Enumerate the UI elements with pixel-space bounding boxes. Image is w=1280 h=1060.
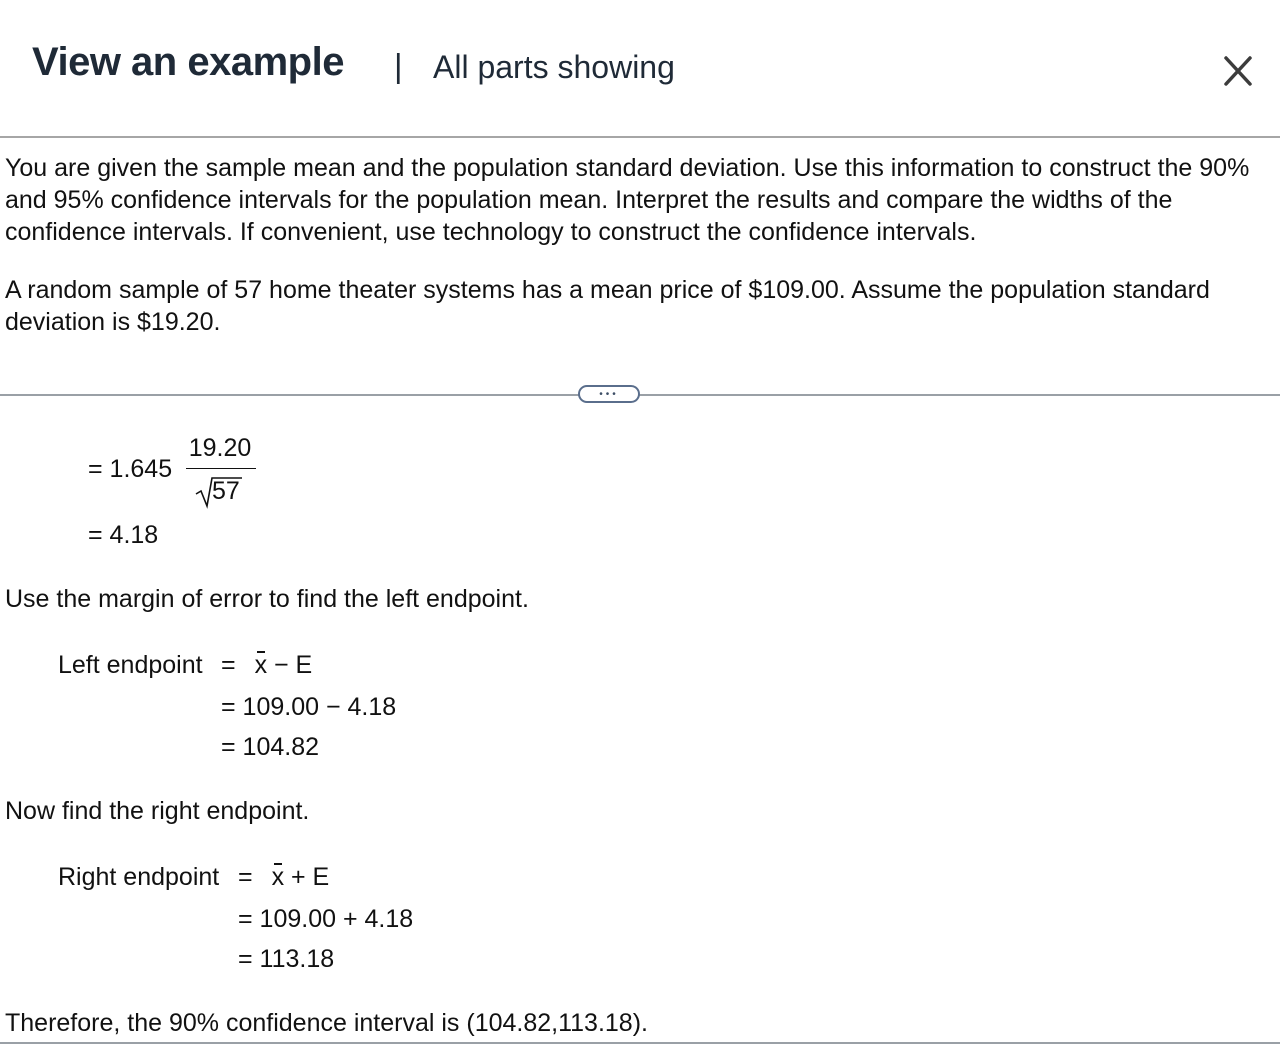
sample-mean-symbol: x — [254, 651, 268, 679]
conclusion-text: Therefore, the 90% confidence interval is (104.82,113.18). — [5, 1009, 648, 1037]
dialog-title: View an example — [32, 40, 344, 84]
fraction-numerator: 19.20 — [188, 434, 252, 462]
dialog-header — [0, 0, 1280, 138]
minus-e: − E — [267, 651, 313, 679]
fraction-bar — [186, 468, 256, 469]
sample-mean-symbol: x — [271, 863, 285, 891]
bottom-divider — [0, 1042, 1280, 1044]
ellipsis-icon: ••• — [599, 389, 619, 400]
right-endpoint-instruction: Now find the right endpoint. — [5, 797, 310, 825]
right-endpoint-equation-1 — [238, 862, 329, 892]
plus-e: + E — [284, 863, 330, 891]
left-endpoint-equation-3: = 104.82 — [221, 733, 320, 761]
right-endpoint-equation-3: = 113.18 — [238, 945, 335, 973]
margin-equation-line2: = 4.18 — [88, 521, 159, 549]
left-endpoint-equation-1 — [221, 650, 312, 680]
close-button[interactable] — [1216, 50, 1260, 94]
left-endpoint-instruction: Use the margin of error to find the left endpoint. — [5, 585, 529, 613]
title-separator: | — [394, 47, 403, 84]
right-endpoint-label: Right endpoint — [58, 863, 220, 891]
right-endpoint-equation-2: = 109.00 + 4.18 — [238, 905, 414, 933]
expand-previous-steps-button[interactable] — [578, 385, 640, 403]
left-endpoint-label: Left endpoint — [58, 651, 203, 679]
section-divider — [0, 394, 1280, 396]
equals-sign: = — [238, 863, 253, 891]
close-icon — [1216, 50, 1260, 94]
dialog-subtitle: All parts showing — [433, 49, 675, 85]
left-endpoint-equation-2: = 109.00 − 4.18 — [221, 693, 397, 721]
margin-equation-line1: = 1.645 — [88, 455, 173, 483]
fraction-radicand: 57 — [212, 477, 240, 505]
question-instructions: You are given the sample mean and the population standard deviation. Use this information to construct the 90% and 95% confidence intervals for the population mean. Interpret the results and compare the widths of the confidence intervals. If convenient, use technology to construct the confidence intervals. — [5, 154, 1250, 246]
question-scenario: A random sample of 57 home theater systems has a mean price of $109.00. Assume the population standard deviation is $19.20. — [5, 276, 1210, 336]
equals-sign: = — [221, 651, 236, 679]
